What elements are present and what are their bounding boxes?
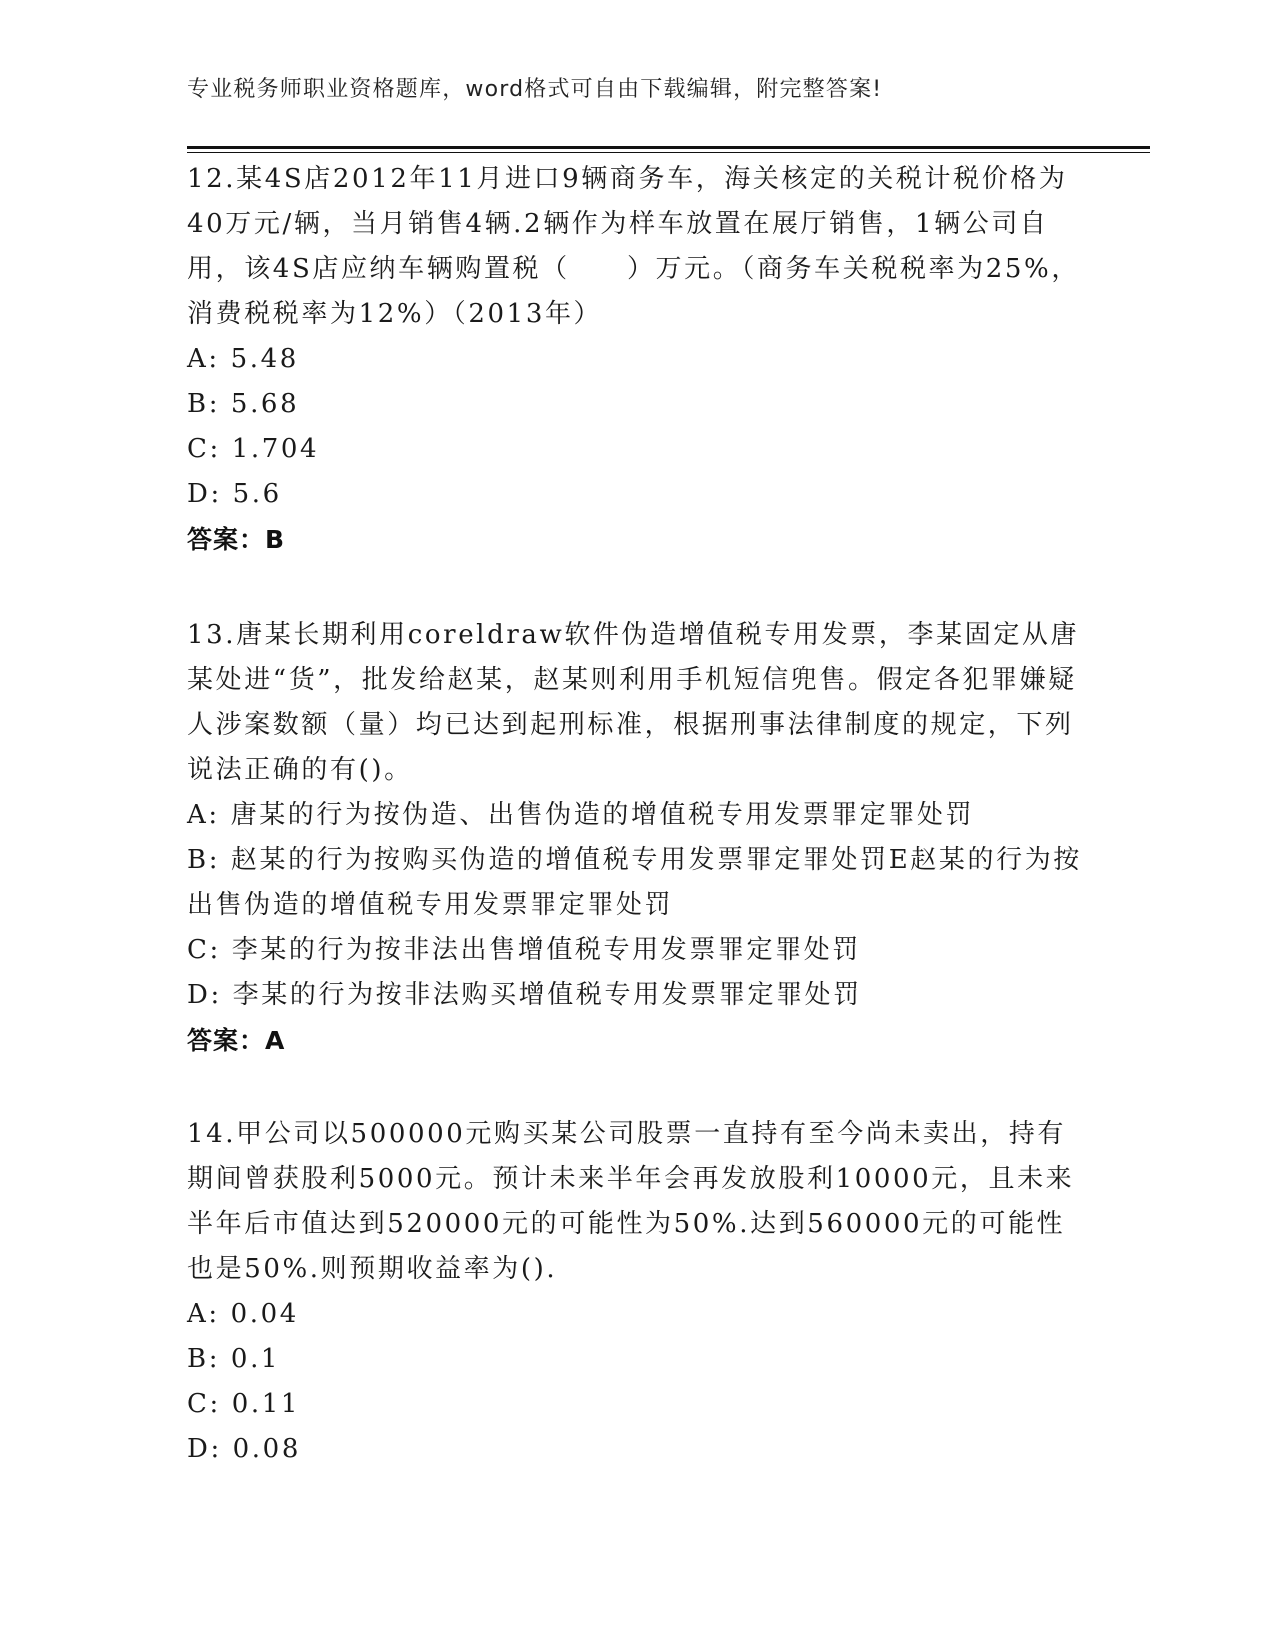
question-stem: 14.甲公司以500000元购买某公司股票一直持有至今尚未卖出，持有期间曾获股利5000元。预计未来半年会再发放股利10000元，且未来半年后市值达到520000元的可能性为50%.达到560000元的可能性也是50%.则预期收益率为(). — [187, 1119, 1075, 1284]
question-stem: 12.某4S店2012年11月进口9辆商务车，海关核定的关税计税价格为40万元/辆，当月销售4辆.2辆作为样车放置在展厅销售，1辆公司自用，该4S店应纳车辆购置税（ ）万元。（商务车关税税率为25%，消费税税率为12%）（2013年） — [187, 164, 1080, 329]
option-b: B: 赵某的行为按购买伪造的增值税专用发票罪定罪处罚E赵某的行为按出售伪造的增值税专用发票罪定罪处罚 — [187, 845, 1082, 920]
question-12 — [187, 157, 1087, 562]
answer: 答案：A — [187, 1026, 286, 1055]
option-d: D: 0.08 — [187, 1434, 301, 1464]
question-13 — [187, 613, 1087, 1063]
option-c: C: 1.704 — [187, 434, 320, 464]
question-14 — [187, 1112, 1087, 1472]
header-divider-thin — [187, 152, 1150, 153]
option-a: A: 唐某的行为按伪造、出售伪造的增值税专用发票罪定罪处罚 — [187, 800, 975, 830]
page-header: 专业税务师职业资格题库，word格式可自由下载编辑，附完整答案! — [187, 77, 883, 102]
answer: 答案：B — [187, 525, 286, 554]
option-d: D: 李某的行为按非法购买增值税专用发票罪定罪处罚 — [187, 980, 862, 1010]
option-b: B: 0.1 — [187, 1344, 281, 1374]
option-c: C: 0.11 — [187, 1389, 301, 1419]
option-a: A: 0.04 — [187, 1299, 299, 1329]
option-c: C: 李某的行为按非法出售增值税专用发票罪定罪处罚 — [187, 935, 861, 965]
option-d: D: 5.6 — [187, 479, 282, 509]
option-b: B: 5.68 — [187, 389, 300, 419]
option-a: A: 5.48 — [187, 344, 299, 374]
question-stem: 13.唐某长期利用coreldraw软件伪造增值税专用发票，李某固定从唐某处进“货”，批发给赵某，赵某则利用手机短信兜售。假定各犯罪嫌疑人涉案数额（量）均已达到起刑标准，根据刑事法律制度的规定，下列说法正确的有()。 — [187, 620, 1080, 785]
header-divider-thick — [187, 146, 1150, 149]
